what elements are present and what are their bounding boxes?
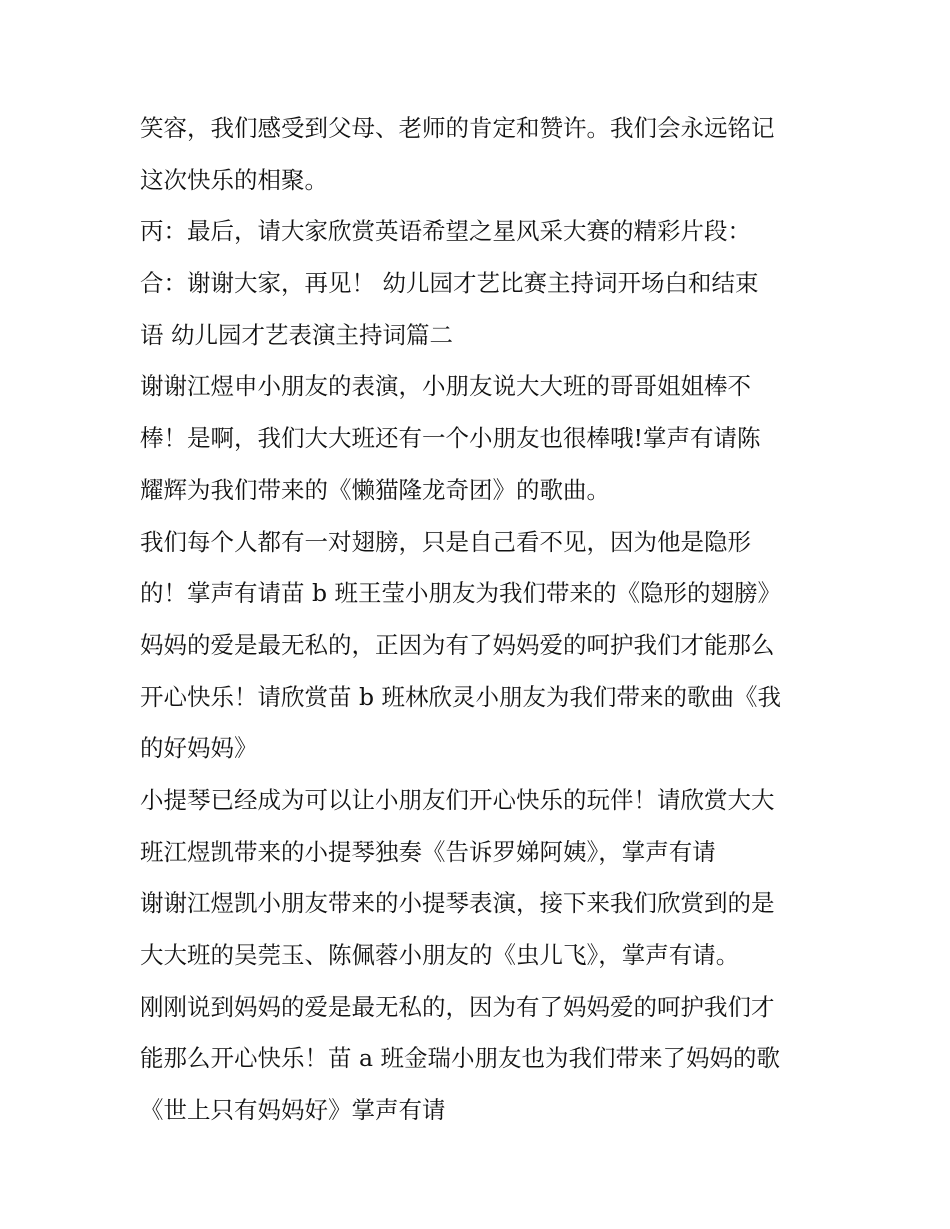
text-line: 的好妈妈》	[140, 734, 258, 763]
text-line: 谢谢江煜申小朋友的表演，小朋友说大大班的哥哥姐姐棒不	[140, 372, 751, 401]
text-line: 丙：最后，请大家欣赏英语希望之星风采大赛的精彩片段：	[140, 217, 751, 246]
text-line: 我们每个人都有一对翅膀，只是自己看不见，因为他是隐形	[140, 527, 751, 556]
text-line: 妈妈的爱是最无私的，正因为有了妈妈爱的呵护我们才能那么	[140, 630, 775, 659]
text-line: 合：谢谢大家，再见！ 幼儿园才艺比赛主持词开场白和结束	[140, 269, 759, 298]
text-line: 耀辉为我们带来的《懒猫隆龙奇团》的歌曲。	[140, 475, 610, 504]
text-line: 班江煜凯带来的小提琴独奏《告诉罗娣阿姨》，掌声有请	[140, 837, 716, 866]
text-line: 棒！是啊，我们大大班还有一个小朋友也很棒哦!掌声有请陈	[140, 424, 761, 453]
text-line: 谢谢江煜凯小朋友带来的小提琴表演，接下来我们欣赏到的是	[140, 889, 775, 918]
text-line: 语 幼儿园才艺表演主持词篇二	[140, 320, 453, 349]
text-line: 开心快乐！请欣赏苗 b 班林欣灵小朋友为我们带来的歌曲《我	[140, 682, 781, 711]
document-body	[140, 103, 820, 1137]
text-line: 这次快乐的相聚。	[140, 165, 328, 194]
text-line: 能那么开心快乐！苗 a 班金瑞小朋友也为我们带来了妈妈的歌	[140, 1044, 780, 1073]
text-line: 大大班的吴莞玉、陈佩蓉小朋友的《虫儿飞》，掌声有请。	[140, 941, 740, 969]
text-line: 小提琴已经成为可以让小朋友们开心快乐的玩伴！请欣赏大大	[140, 785, 775, 814]
text-line: 笑容，我们感受到父母、老师的肯定和赞许。我们会永远铭记	[140, 114, 775, 142]
text-line: 的！掌声有请苗 b 班王莹小朋友为我们带来的《隐形的翅膀》	[140, 579, 781, 608]
text-line: 《世上只有妈妈好》掌声有请	[140, 1096, 446, 1125]
text-line: 刚刚说到妈妈的爱是最无私的，因为有了妈妈爱的呵护我们才	[140, 992, 775, 1021]
